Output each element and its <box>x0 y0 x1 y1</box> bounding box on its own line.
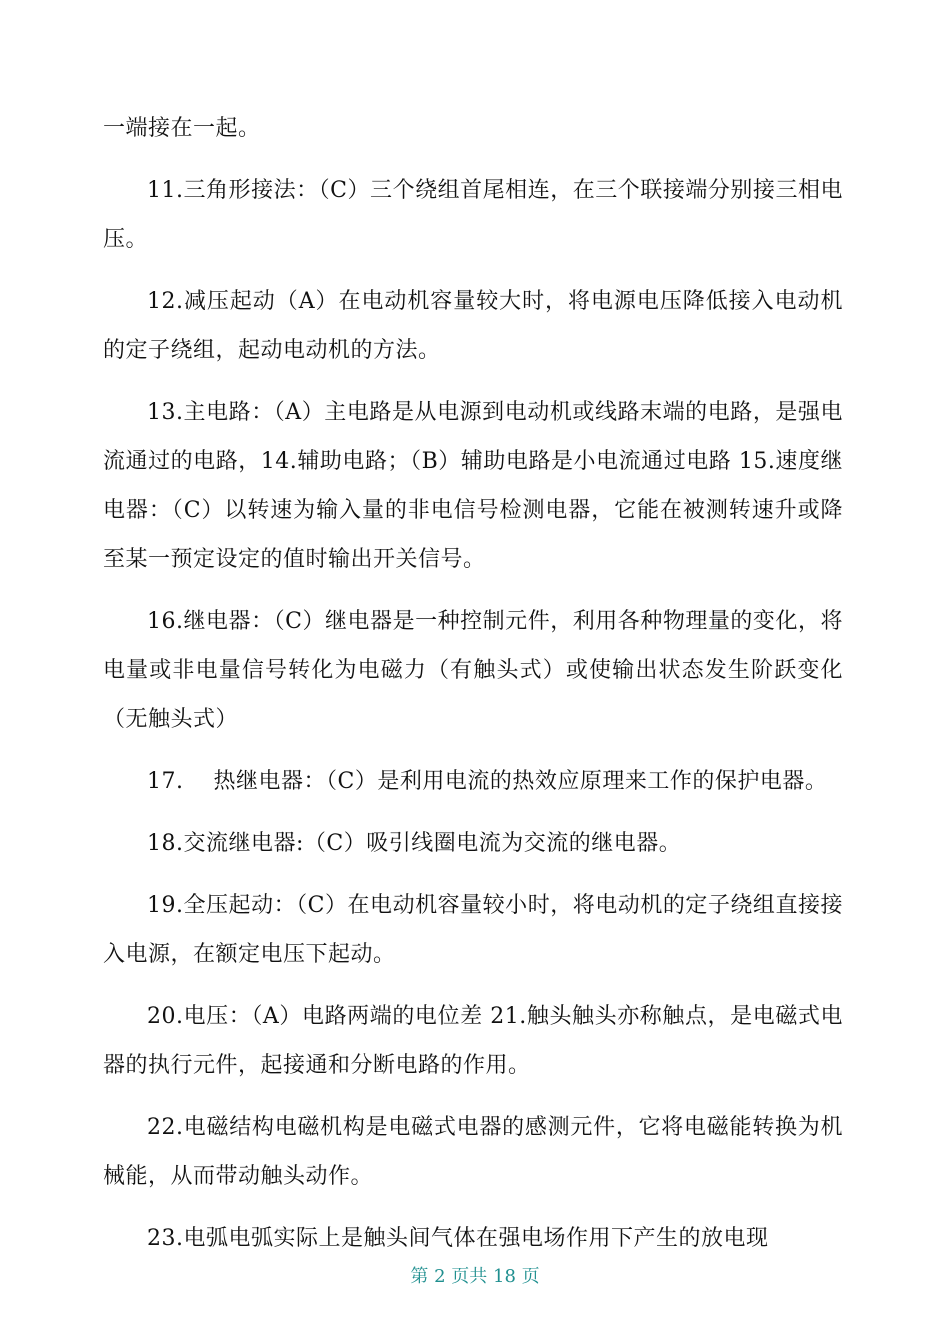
paragraph-item-22: 22.电磁结构电磁机构是电磁式电器的感测元件，它将电磁能转换为机械能，从而带动触头动作。 <box>103 1115 843 1189</box>
paragraph-continuation: 一端接在一起。 <box>103 116 261 141</box>
paragraph-item-20-21: 20.电压：（A）电路两端的电位差 21.触头触头亦称触点，是电磁式电器的执行元件，起接通和分断电路的作用。 <box>103 1004 843 1078</box>
paragraph-item-16: 16.继电器：（C）继电器是一种控制元件，利用各种物理量的变化，将电量或非电量信号转化为电磁力（有触头式）或使输出状态发生阶跃变化（无触头式） <box>103 609 843 732</box>
paragraph-item-12: 12.减压起动（A）在电动机容量较大时，将电源电压降低接入电动机的定子绕组，起动电动机的方法。 <box>103 289 843 363</box>
paragraph-item-11: 11.三角形接法：（C）三个绕组首尾相连，在三个联接端分别接三相电压。 <box>103 178 843 252</box>
paragraph-item-17: 17. 热继电器：（C）是利用电流的热效应原理来工作的保护电器。 <box>147 769 828 794</box>
paragraph-item-23: 23.电弧电弧实际上是触头间气体在强电场作用下产生的放电现 <box>147 1226 769 1251</box>
paragraph-item-13-15: 13.主电路：（A）主电路是从电源到电动机或线路末端的电路，是强电流通过的电路，14.辅助电路；（B）辅助电路是小电流通过电路 15.速度继电器：（C）以转速为输入量的非电信号检测电器，它能在被测转速升或降至某一预定设定的值时输出开关信号。 <box>103 400 843 572</box>
paragraph-item-18: 18.交流继电器:（C）吸引线圈电流为交流的继电器。 <box>147 831 682 856</box>
document-body <box>103 104 843 1276</box>
page-number-footer: 第 2 页共 18 页 <box>410 1266 540 1287</box>
paragraph-item-19: 19.全压起动：（C）在电动机容量较小时，将电动机的定子绕组直接接入电源，在额定电压下起动。 <box>103 893 843 967</box>
